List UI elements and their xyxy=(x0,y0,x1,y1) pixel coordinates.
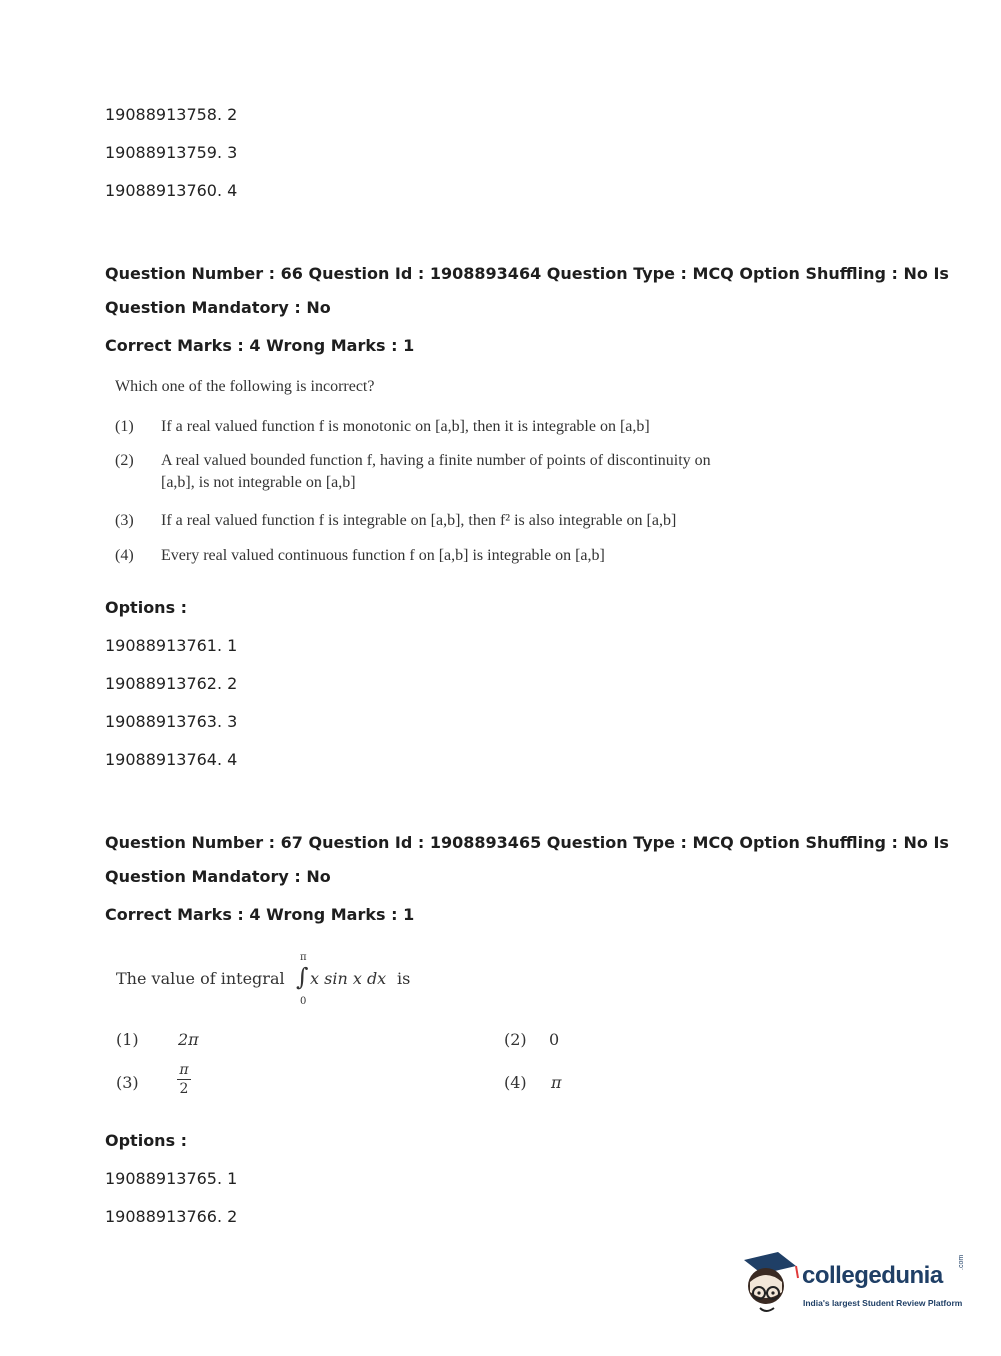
integral-lower-limit: 0 xyxy=(300,996,307,1007)
q66-choice-text: If a real valued function f is integrable on [a,b], then f² is also integrable on [a,b] xyxy=(161,512,677,529)
option-line: 19088913758. 2 xyxy=(105,105,238,124)
option-line: 19088913766. 2 xyxy=(105,1207,238,1226)
q66-header-line1: Question Number : 66 Question Id : 1908893464 Question Type : MCQ Option Shuffling : No Is xyxy=(105,264,949,283)
q67-choice-number: (4) xyxy=(504,1073,527,1092)
option-line: 19088913761. 1 xyxy=(105,636,238,655)
q67-choice-number: (1) xyxy=(116,1030,139,1049)
q66-choice-text: Every real valued continuous function f on [a,b] is integrable on [a,b] xyxy=(161,547,605,564)
option-line: 19088913763. 3 xyxy=(105,712,238,731)
q67-choice-text: 2π xyxy=(178,1030,199,1049)
q67-question-suffix: is xyxy=(397,969,411,988)
q67-choice-number: (2) xyxy=(504,1030,527,1049)
integral-sign-icon: ∫ xyxy=(296,963,309,991)
q66-choice-number: (3) xyxy=(115,512,134,529)
logo-tagline: India's largest Student Review Platform xyxy=(803,1298,963,1308)
q66-choice-text: A real valued bounded function f, having a finite number of points of discontinuity on xyxy=(161,452,711,469)
q66-choice-number: (1) xyxy=(115,418,134,435)
q66-marks: Correct Marks : 4 Wrong Marks : 1 xyxy=(105,336,415,355)
fraction-denominator: 2 xyxy=(179,1081,189,1097)
option-line: 19088913765. 1 xyxy=(105,1169,238,1188)
q67-options-label: Options : xyxy=(105,1131,188,1150)
q66-question-text: Which one of the following is incorrect? xyxy=(115,378,375,395)
q67-header-line2: Question Mandatory : No xyxy=(105,867,331,886)
q66-choice-text-cont: [a,b], is not integrable on [a,b] xyxy=(161,474,356,491)
mascot-icon xyxy=(740,1248,800,1318)
q66-choice-number: (2) xyxy=(115,452,134,469)
fraction-numerator: π xyxy=(179,1062,189,1078)
q67-choice-text: π xyxy=(551,1073,562,1092)
collegedunia-logo xyxy=(740,1248,980,1320)
option-line: 19088913760. 4 xyxy=(105,181,238,200)
option-line: 19088913759. 3 xyxy=(105,143,238,162)
logo-name: collegedunia xyxy=(802,1262,943,1289)
q66-choice-text: If a real valued function f is monotonic on [a,b], then it is integrable on [a,b] xyxy=(161,418,650,435)
q66-choice-number: (4) xyxy=(115,547,134,564)
q67-choice-number: (3) xyxy=(116,1073,139,1092)
q66-options-label: Options : xyxy=(105,598,188,617)
q67-marks: Correct Marks : 4 Wrong Marks : 1 xyxy=(105,905,415,924)
q67-integrand: x sin x dx xyxy=(310,969,387,988)
option-line: 19088913764. 4 xyxy=(105,750,238,769)
logo-dotcom: .com xyxy=(958,1254,965,1270)
q67-question-prefix: The value of integral xyxy=(116,969,285,988)
q67-choice-text: 0 xyxy=(549,1030,560,1049)
option-line: 19088913762. 2 xyxy=(105,674,238,693)
fraction xyxy=(176,1062,192,1097)
q66-header-line2: Question Mandatory : No xyxy=(105,298,331,317)
fraction-bar xyxy=(177,1079,191,1080)
q67-header-line1: Question Number : 67 Question Id : 1908893465 Question Type : MCQ Option Shuffling : No Is xyxy=(105,833,949,852)
integral-upper-limit: π xyxy=(300,952,307,963)
